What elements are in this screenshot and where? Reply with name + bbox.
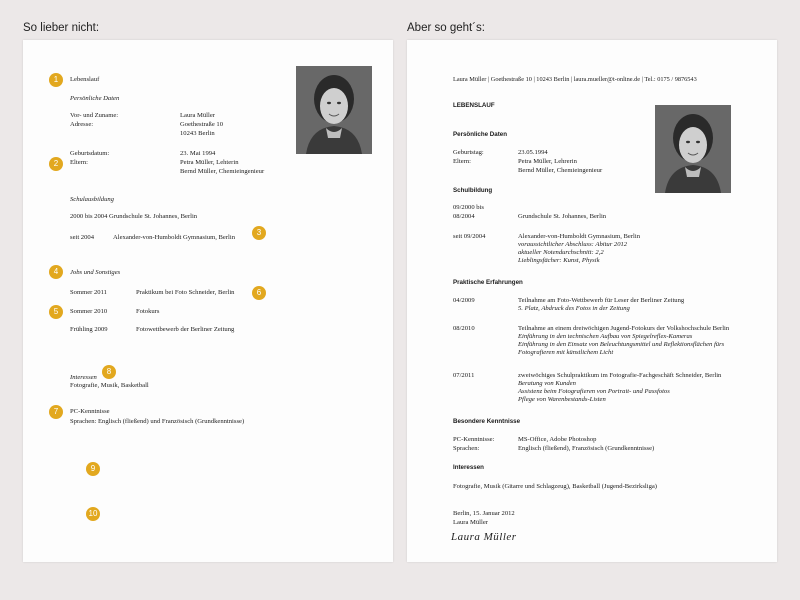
cv-title: LEBENSLAUF: [453, 102, 495, 109]
job-2-date: Sommer 2010: [70, 308, 108, 315]
parents-line2: Bernd Müller, Chemieingenieur: [180, 168, 265, 175]
school-2-note: voraussichtlicher Abschluss: Abitur 2012: [518, 241, 628, 248]
badge-4: 4: [49, 265, 63, 279]
school-entry-2-date: seit 2004: [70, 234, 94, 241]
lang-label: Sprachen:: [453, 445, 480, 452]
school-heading: Schulausbildung: [70, 196, 114, 203]
pc-label: PC-Kenntnisse:: [453, 436, 495, 443]
address-label: Adresse:: [70, 121, 94, 128]
exp-3-title: zweiwöchiges Schulpraktikum im Fotografie-Fachgeschäft Schneider, Berlin: [518, 372, 722, 379]
handwritten-signature: Laura Müller: [451, 531, 517, 543]
job-2-text: Fotokurs: [136, 308, 160, 315]
parents-line2: Bernd Müller, Chemieingenieur: [518, 167, 603, 174]
signer-name: Laura Müller: [453, 519, 488, 526]
school-2-name: Alexander-von-Humboldt Gymnasium, Berlin: [518, 233, 641, 240]
school-2-date: seit 09/2004: [453, 233, 486, 240]
address-line2: 10243 Berlin: [180, 130, 215, 137]
special-heading: Besondere Kenntnisse: [453, 418, 521, 425]
badge-9: 9: [86, 462, 100, 476]
job-3-date: Frühling 2009: [70, 326, 108, 333]
exp-3-note: Beratung von Kunden: [518, 380, 576, 387]
exp-2-note: Fotografieren mit künstlichem Licht: [518, 349, 614, 356]
interests-text: Fotografie, Musik (Gitarre und Schlagzeug), Basketball (Jugend-Bezirksliga): [453, 483, 657, 490]
right-heading: Aber so geht´s:: [407, 22, 485, 34]
pc-text: Sprachen: Englisch (fließend) und Französisch (Grundkenntnisse): [70, 418, 245, 425]
exp-2-date: 08/2010: [453, 325, 475, 332]
parents-line1: Petra Müller, Lehterin: [180, 159, 239, 166]
portrait-photo: [296, 66, 372, 154]
school-entry-2-name: Alexander-von-Humboldt Gymnasium, Berlin: [113, 234, 236, 241]
address-line1: Goethestraße 10: [180, 121, 224, 128]
exp-3-note: Assistenz beim Fotografieren von Portrait- und Passfotos: [518, 388, 670, 395]
exp-1-note: 5. Platz, Abdruck des Fotos in der Zeitung: [518, 305, 630, 312]
exp-1-date: 04/2009: [453, 297, 475, 304]
interests-heading: Interessen: [70, 374, 97, 381]
badge-5: 5: [49, 305, 63, 319]
exp-2-note: Einführung in den Einsatz von Beleuchtungsmittel und Reflektionsflächen fürs: [518, 341, 725, 348]
badge-10: 10: [86, 507, 100, 521]
badge-7: 7: [49, 405, 63, 419]
cv-title: Lebenslauf: [70, 76, 100, 83]
pc-value: MS-Office, Adobe Photoshop: [518, 436, 597, 443]
school-heading: Schulbildung: [453, 187, 493, 194]
left-heading: So lieber nicht:: [23, 22, 100, 34]
jobs-heading: Jobs und Sonstiges: [70, 269, 121, 276]
pc-heading: PC-Kenntnisse: [70, 408, 110, 415]
interests-text: Fotografie, Musik, Basketball: [70, 382, 149, 389]
job-3-text: Fotowettbewerb der Berliner Zeitung: [136, 326, 235, 333]
birth-value: 23. Mai 1994: [180, 150, 216, 157]
name-label: Vor- und Zuname:: [70, 112, 119, 119]
school-2-note: Lieblingsfächer: Kunst, Physik: [518, 257, 600, 264]
parents-label: Eltern:: [70, 159, 88, 166]
personal-heading: Persönliche Daten: [70, 95, 120, 102]
parents-label: Eltern:: [453, 158, 471, 165]
badge-1: 1: [49, 73, 63, 87]
interests-heading: Interessen: [453, 464, 484, 471]
parents-line1: Petra Müller, Lehrerin: [518, 158, 577, 165]
exp-1-title: Teilnahme am Foto-Wettbewerb für Leser der Berliner Zeitung: [518, 297, 685, 304]
lang-value: Englisch (fließend), Französisch (Grundkenntnisse): [518, 445, 655, 452]
birth-label: Geburtstag:: [453, 149, 484, 156]
school-1-name: Grundschule St. Johannes, Berlin: [518, 213, 607, 220]
school-2-note: aktueller Notendurchschnitt: 2,2: [518, 249, 604, 256]
job-1-text: Praktikum bei Foto Schneider, Berlin: [136, 289, 235, 296]
badge-3: 3: [252, 226, 266, 240]
badge-2: 2: [49, 157, 63, 171]
school-1-date-a: 09/2000 bis: [453, 204, 484, 211]
cv-good-example: [407, 40, 777, 562]
exp-2-note: Einführung in den technischen Aufbau von Spiegelreflex-Kameras: [518, 333, 693, 340]
badge-8: 8: [102, 365, 116, 379]
portrait-photo: [655, 105, 731, 193]
personal-heading: Persönliche Daten: [453, 131, 507, 138]
exp-2-title: Teilnahme an einem dreiwöchigen Jugend-Fotokurs der Volkshochschule Berlin: [518, 325, 730, 332]
name-value: Laura Müller: [180, 112, 215, 119]
practical-heading: Praktische Erfahrungen: [453, 279, 523, 286]
place-date: Berlin, 15. Januar 2012: [453, 510, 515, 517]
cv-bad-example: [23, 40, 393, 562]
birth-value: 23.05.1994: [518, 149, 548, 156]
birth-label: Geburtsdatum:: [70, 150, 110, 157]
school-1-date-b: 08/2004: [453, 213, 475, 220]
exp-3-date: 07/2011: [453, 372, 475, 379]
badge-6: 6: [252, 286, 266, 300]
contact-header: Laura Müller | Goethestraße 10 | 10243 Berlin | laura.mueller@t-online.de | Tel.: 0175 / 9876543: [453, 76, 697, 83]
job-1-date: Sommer 2011: [70, 289, 107, 296]
school-entry-1: 2000 bis 2004 Grundschule St. Johannes, Berlin: [70, 213, 198, 220]
exp-3-note: Pflege von Warenbestands-Listen: [518, 396, 606, 403]
